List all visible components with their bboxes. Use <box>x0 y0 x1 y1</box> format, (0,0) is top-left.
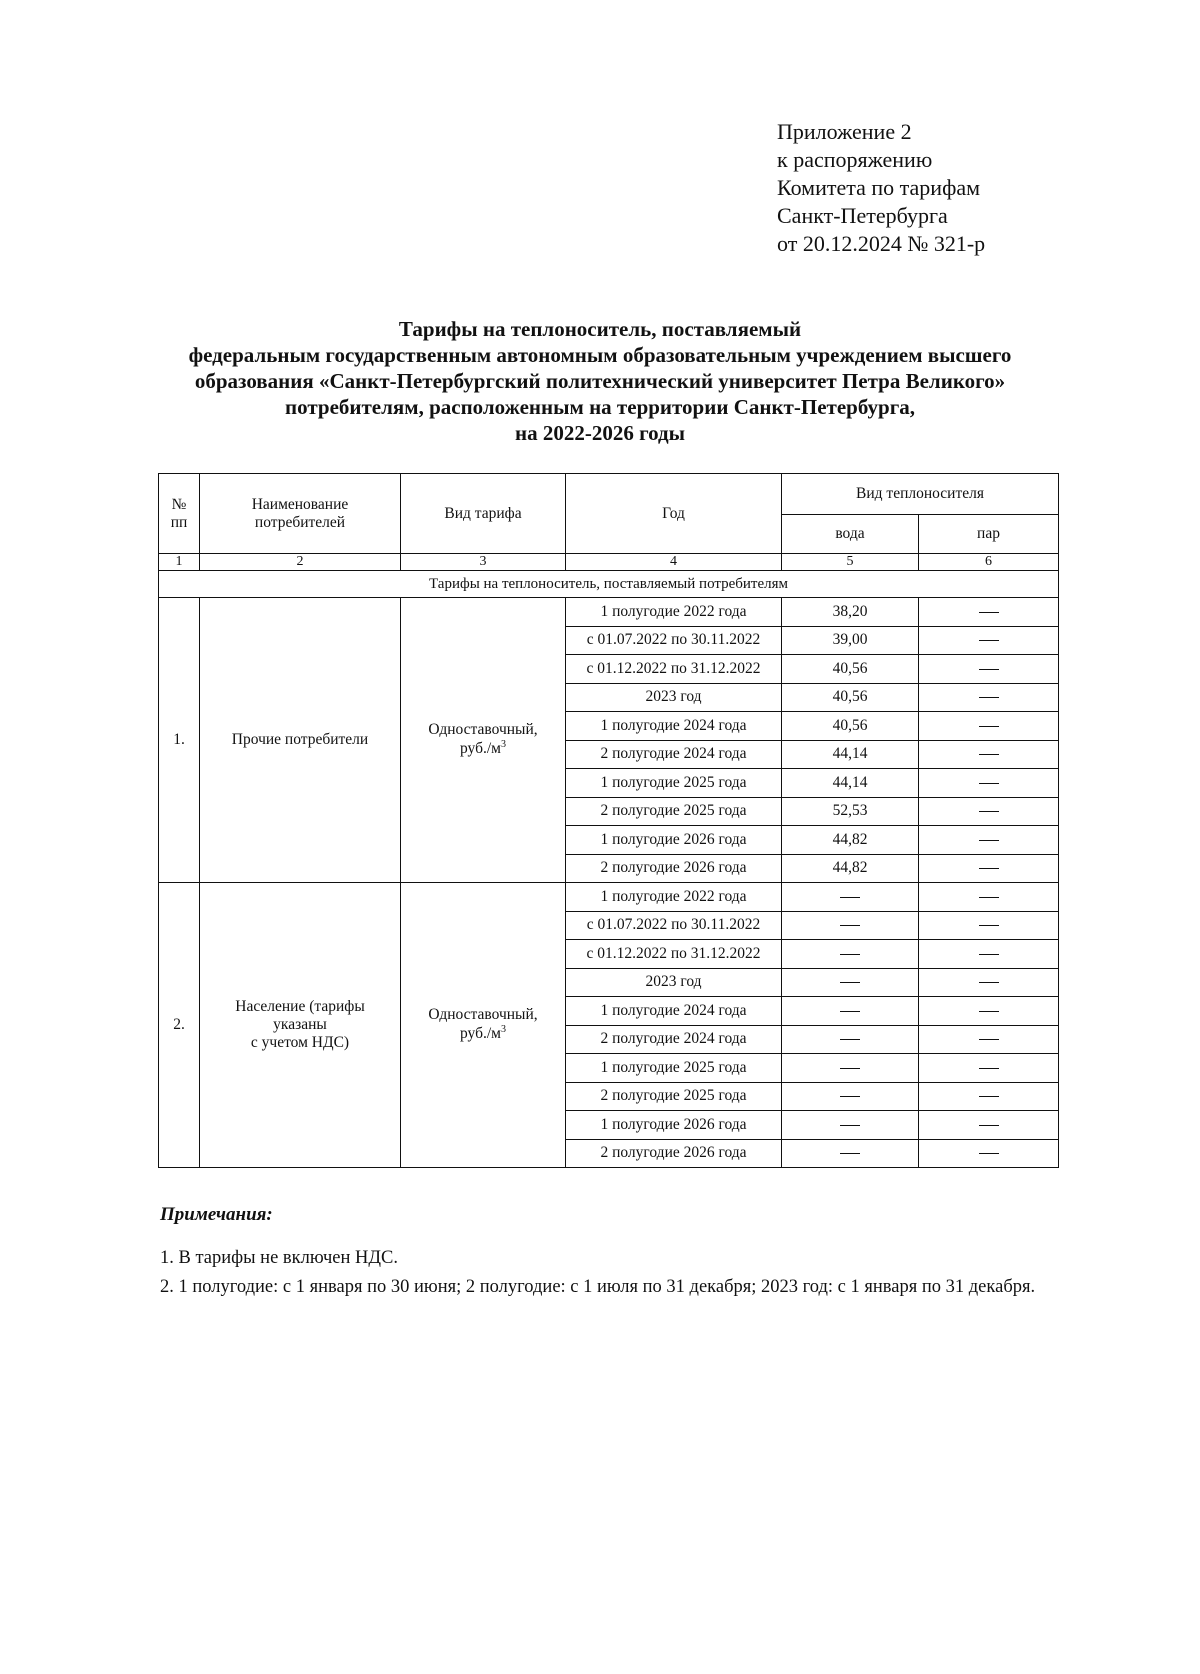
steam-cell <box>919 655 1059 684</box>
row-number: 1. <box>159 598 200 883</box>
steam-cell <box>919 1025 1059 1054</box>
note-item: 1. В тарифы не включен НДС. <box>160 1248 398 1268</box>
consumer-line: с учетом НДС) <box>250 1034 350 1051</box>
dash-mark <box>840 954 860 955</box>
dash-mark <box>979 1039 999 1040</box>
water-cell <box>782 997 919 1026</box>
header-num <box>159 474 200 554</box>
table-row <box>159 883 1059 912</box>
dash-mark <box>840 1039 860 1040</box>
period-cell: 2 полугодие 2026 года <box>566 854 782 883</box>
notes-title: Примечания: <box>160 1204 273 1225</box>
column-number: 4 <box>566 554 782 571</box>
water-cell: 40,56 <box>782 683 919 712</box>
unit-text: руб./м <box>460 1025 501 1043</box>
header-steam: пар <box>919 515 1059 554</box>
steam-cell <box>919 740 1059 769</box>
dash-mark <box>840 1153 860 1154</box>
steam-cell <box>919 1139 1059 1168</box>
title-line: Тарифы на теплоноситель, поставляемый <box>398 317 802 341</box>
period-cell: 1 полугодие 2026 года <box>566 1111 782 1140</box>
period-cell: 1 полугодие 2025 года <box>566 1054 782 1083</box>
water-cell: 44,82 <box>782 854 919 883</box>
unit-text: руб./м <box>460 740 501 758</box>
tariff-name: Одноставочный, <box>428 1006 538 1024</box>
title-line: федеральным государственным автономным образовательным учреждением высшего <box>188 343 1012 367</box>
steam-cell <box>919 1082 1059 1111</box>
dash-mark <box>840 897 860 898</box>
dash-mark <box>979 783 999 784</box>
dash-mark <box>979 669 999 670</box>
period-cell: 2 полугодие 2024 года <box>566 740 782 769</box>
document-title <box>100 316 1100 446</box>
tariff-table <box>158 473 1059 1168</box>
period-cell: с 01.12.2022 по 31.12.2022 <box>566 655 782 684</box>
period-cell: 1 полугодие 2026 года <box>566 826 782 855</box>
consumer-line: Население (тарифы <box>235 998 365 1015</box>
water-cell: 44,14 <box>782 740 919 769</box>
steam-cell <box>919 940 1059 969</box>
period-cell: 1 полугодие 2024 года <box>566 712 782 741</box>
steam-cell <box>919 1054 1059 1083</box>
dash-mark <box>979 640 999 641</box>
tariff-type <box>401 598 566 883</box>
period-cell: 2 полугодие 2025 года <box>566 1082 782 1111</box>
steam-cell <box>919 968 1059 997</box>
water-cell <box>782 940 919 969</box>
header-consumer: Наименование потребителей <box>200 474 401 554</box>
header-num-bottom: пп <box>170 513 188 531</box>
dash-mark <box>979 697 999 698</box>
water-cell: 44,82 <box>782 826 919 855</box>
tariff-unit <box>401 739 565 758</box>
appendix-line: от 20.12.2024 № 321-р <box>777 231 986 256</box>
water-cell <box>782 1111 919 1140</box>
consumer-line: указаны <box>273 1016 327 1033</box>
table-body <box>159 474 1059 1168</box>
section-row <box>159 571 1059 598</box>
steam-cell <box>919 712 1059 741</box>
period-cell: 1 полугодие 2022 года <box>566 883 782 912</box>
water-cell <box>782 968 919 997</box>
row-number: 2. <box>159 883 200 1168</box>
period-cell: 1 полугодие 2022 года <box>566 598 782 627</box>
column-number: 3 <box>401 554 566 571</box>
steam-cell <box>919 769 1059 798</box>
header-carrier: Вид теплоносителя <box>782 474 1059 515</box>
tariff-name: Одноставочный, <box>428 721 538 739</box>
period-cell: с 01.07.2022 по 30.11.2022 <box>566 911 782 940</box>
dash-mark <box>979 1068 999 1069</box>
tariff-unit <box>401 1024 565 1043</box>
dash-mark <box>840 1068 860 1069</box>
dash-mark <box>840 925 860 926</box>
appendix-line: Санкт-Петербурга <box>777 203 948 228</box>
dash-mark <box>979 897 999 898</box>
note-item: 2. 1 полугодие: с 1 января по 30 июня; 2 полугодие: с 1 июля по 31 декабря; 2023 год: с 1 января по 31 декабря. <box>160 1277 1036 1297</box>
unit-superscript: 3 <box>500 1024 506 1036</box>
consumer-name: Прочие потребители <box>200 598 401 883</box>
dash-mark <box>840 1125 860 1126</box>
steam-cell <box>919 826 1059 855</box>
column-number: 1 <box>159 554 200 571</box>
steam-cell <box>919 883 1059 912</box>
dash-mark <box>979 811 999 812</box>
dash-mark <box>979 954 999 955</box>
header-water: вода <box>782 515 919 554</box>
steam-cell <box>919 598 1059 627</box>
appendix-line: Приложение 2 <box>777 119 912 144</box>
period-cell: 2 полугодие 2024 года <box>566 1025 782 1054</box>
dash-mark <box>979 1125 999 1126</box>
dash-mark <box>979 1153 999 1154</box>
section-title: Тарифы на теплоноситель, поставляемый потребителям <box>159 571 1059 598</box>
water-cell: 39,00 <box>782 626 919 655</box>
dash-mark <box>840 982 860 983</box>
water-cell <box>782 883 919 912</box>
period-cell: 1 полугодие 2025 года <box>566 769 782 798</box>
dash-mark <box>979 726 999 727</box>
period-cell: с 01.07.2022 по 30.11.2022 <box>566 626 782 655</box>
water-cell: 40,56 <box>782 655 919 684</box>
header-tariff-type: Вид тарифа <box>401 474 566 554</box>
unit-superscript: 3 <box>500 739 506 751</box>
title-line: на 2022-2026 годы <box>514 421 686 445</box>
dash-mark <box>979 1096 999 1097</box>
dash-mark <box>979 868 999 869</box>
steam-cell <box>919 626 1059 655</box>
appendix-line: к распоряжению <box>777 147 933 172</box>
appendix-block <box>777 118 985 258</box>
steam-cell <box>919 911 1059 940</box>
header-year: Год <box>566 474 782 554</box>
water-cell <box>782 1139 919 1168</box>
water-cell: 52,53 <box>782 797 919 826</box>
water-cell <box>782 1054 919 1083</box>
water-cell: 44,14 <box>782 769 919 798</box>
dash-mark <box>979 754 999 755</box>
header-row <box>159 474 1059 515</box>
consumer-name <box>200 883 401 1168</box>
dash-mark <box>979 840 999 841</box>
steam-cell <box>919 1111 1059 1140</box>
period-cell: 2023 год <box>566 968 782 997</box>
water-cell: 40,56 <box>782 712 919 741</box>
dash-mark <box>979 925 999 926</box>
header-num-top: № <box>171 495 187 513</box>
column-number: 6 <box>919 554 1059 571</box>
dash-mark <box>840 1011 860 1012</box>
water-cell: 38,20 <box>782 598 919 627</box>
appendix-line: Комитета по тарифам <box>777 175 981 200</box>
period-cell: 2 полугодие 2025 года <box>566 797 782 826</box>
steam-cell <box>919 797 1059 826</box>
period-cell: 2 полугодие 2026 года <box>566 1139 782 1168</box>
steam-cell <box>919 997 1059 1026</box>
water-cell <box>782 1025 919 1054</box>
dash-mark <box>979 1011 999 1012</box>
steam-cell <box>919 683 1059 712</box>
water-cell <box>782 911 919 940</box>
period-cell: 2023 год <box>566 683 782 712</box>
water-cell <box>782 1082 919 1111</box>
column-number-row <box>159 554 1059 571</box>
tariff-type <box>401 883 566 1168</box>
period-cell: с 01.12.2022 по 31.12.2022 <box>566 940 782 969</box>
dash-mark <box>979 982 999 983</box>
period-cell: 1 полугодие 2024 года <box>566 997 782 1026</box>
dash-mark <box>979 612 999 613</box>
title-line: потребителям, расположенным на территории Санкт-Петербурга, <box>285 395 915 419</box>
column-number: 2 <box>200 554 401 571</box>
steam-cell <box>919 854 1059 883</box>
dash-mark <box>840 1096 860 1097</box>
title-line: образования «Санкт-Петербургский политехнический университет Петра Великого» <box>194 369 1006 393</box>
column-number: 5 <box>782 554 919 571</box>
table-row <box>159 598 1059 627</box>
notes-list <box>160 1244 1035 1302</box>
